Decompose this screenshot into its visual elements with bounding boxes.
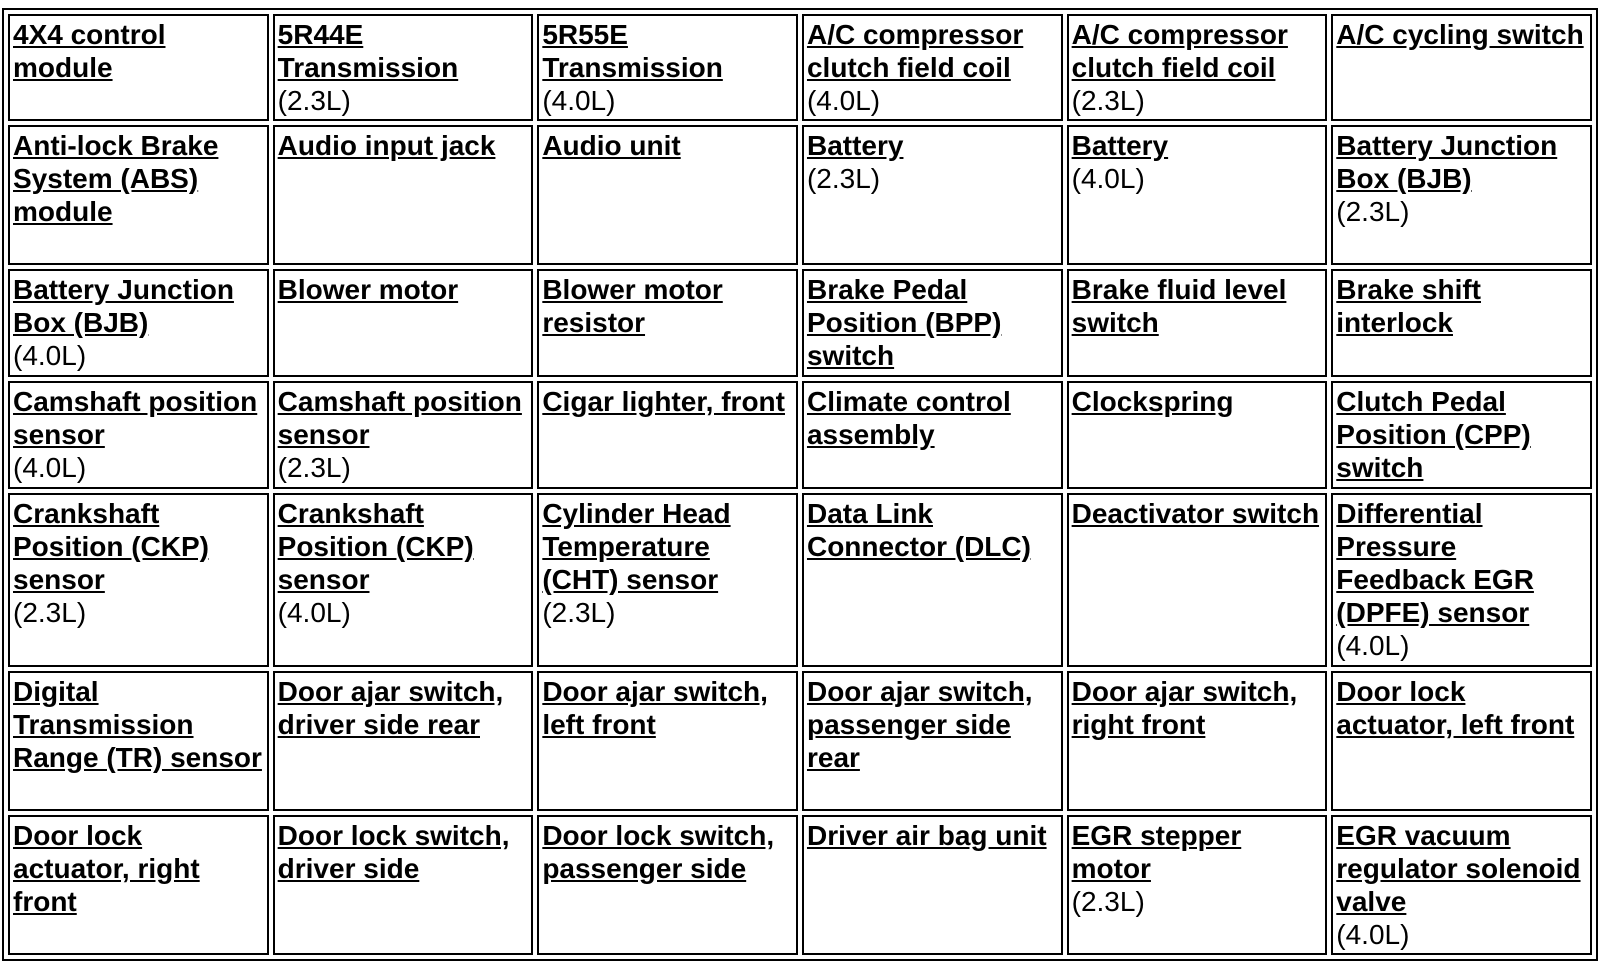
component-link[interactable]: Door lock actuator, right front <box>13 820 200 917</box>
table-cell <box>1331 14 1592 121</box>
component-link[interactable]: Differential Pressure Feedback EGR (DPFE) sensor <box>1336 498 1534 628</box>
table-cell <box>802 671 1063 811</box>
component-link[interactable]: 5R55E Transmission <box>542 19 723 83</box>
table-cell <box>802 381 1063 489</box>
component-link[interactable]: Clockspring <box>1071 386 1234 417</box>
component-index-body <box>8 14 1592 955</box>
table-cell <box>537 493 798 667</box>
component-link[interactable]: Cylinder Head Temperature (CHT) sensor <box>542 498 731 595</box>
table-cell <box>273 269 534 377</box>
component-link[interactable]: Blower motor <box>277 274 459 305</box>
engine-note: (2.3L) <box>1071 886 1145 917</box>
component-link[interactable]: Camshaft position sensor <box>13 386 258 450</box>
component-link[interactable]: A/C cycling switch <box>1336 19 1584 50</box>
component-link[interactable]: Digital Transmission Range (TR) sensor <box>13 676 262 773</box>
table-row <box>8 125 1592 265</box>
table-cell <box>537 815 798 955</box>
table-cell <box>1331 815 1592 955</box>
table-cell <box>802 493 1063 667</box>
table-cell <box>273 14 534 121</box>
component-link[interactable]: Battery <box>1071 130 1169 161</box>
component-link[interactable]: 5R44E Transmission <box>277 19 459 83</box>
table-cell <box>8 14 269 121</box>
component-link[interactable]: EGR vacuum regulator solenoid valve <box>1336 820 1581 917</box>
component-link[interactable]: A/C compressor clutch field coil <box>806 19 1024 83</box>
table-cell <box>1067 269 1328 377</box>
engine-note: (4.0L) <box>542 85 616 116</box>
table-cell <box>802 14 1063 121</box>
engine-note: (4.0L) <box>1336 919 1410 950</box>
table-cell <box>1331 125 1592 265</box>
component-link[interactable]: Driver air bag unit <box>806 820 1047 851</box>
engine-note: (2.3L) <box>13 597 87 628</box>
table-row <box>8 671 1592 811</box>
table-cell <box>1067 493 1328 667</box>
table-cell <box>1331 493 1592 667</box>
table-cell <box>537 269 798 377</box>
component-link[interactable]: Brake shift interlock <box>1336 274 1481 338</box>
table-cell <box>8 269 269 377</box>
component-link[interactable]: Door ajar switch, right front <box>1071 676 1298 740</box>
table-cell <box>8 381 269 489</box>
engine-note: (4.0L) <box>277 597 351 628</box>
component-link[interactable]: Data Link Connector (DLC) <box>806 498 1031 562</box>
component-link[interactable]: Battery Junction Box (BJB) <box>13 274 234 338</box>
table-row <box>8 269 1592 377</box>
component-link[interactable]: Clutch Pedal Position (CPP) switch <box>1336 386 1531 483</box>
component-link[interactable]: Audio input jack <box>277 130 496 161</box>
table-cell <box>802 125 1063 265</box>
table-cell <box>537 125 798 265</box>
component-link[interactable]: Battery <box>806 130 904 161</box>
component-link[interactable]: Door lock switch, passenger side <box>542 820 775 884</box>
table-row <box>8 493 1592 667</box>
table-cell <box>8 493 269 667</box>
component-link[interactable]: Climate control assembly <box>806 386 1011 450</box>
table-cell <box>1067 671 1328 811</box>
table-cell <box>537 671 798 811</box>
table-row <box>8 815 1592 955</box>
table-cell <box>273 125 534 265</box>
table-cell <box>1067 815 1328 955</box>
table-cell <box>1331 671 1592 811</box>
component-link[interactable]: Door ajar switch, passenger side rear <box>806 676 1033 773</box>
engine-note: (2.3L) <box>277 452 351 483</box>
component-link[interactable]: Cigar lighter, front <box>542 386 785 417</box>
engine-note: (2.3L) <box>1336 196 1410 227</box>
component-link[interactable]: Crankshaft Position (CKP) sensor <box>277 498 474 595</box>
engine-note: (2.3L) <box>806 163 881 194</box>
engine-note: (2.3L) <box>1071 85 1145 116</box>
table-cell <box>1067 125 1328 265</box>
table-cell <box>802 815 1063 955</box>
table-cell <box>273 493 534 667</box>
component-link[interactable]: Audio unit <box>542 130 681 161</box>
component-link[interactable]: Blower motor resistor <box>542 274 723 338</box>
table-cell <box>537 14 798 121</box>
table-cell <box>1067 14 1328 121</box>
engine-note: (2.3L) <box>542 597 616 628</box>
engine-note: (4.0L) <box>1336 630 1410 661</box>
component-link[interactable]: Camshaft position sensor <box>277 386 522 450</box>
component-link[interactable]: Brake Pedal Position (BPP) switch <box>806 274 1002 371</box>
table-cell <box>273 815 534 955</box>
component-link[interactable]: Door lock actuator, left front <box>1336 676 1575 740</box>
table-row <box>8 14 1592 121</box>
table-cell <box>8 671 269 811</box>
table-row <box>8 381 1592 489</box>
engine-note: (4.0L) <box>1071 163 1145 194</box>
component-link[interactable]: Anti-lock Brake System (ABS) module <box>13 130 219 227</box>
table-cell <box>273 381 534 489</box>
table-cell <box>1331 269 1592 377</box>
table-cell <box>1331 381 1592 489</box>
component-link[interactable]: Deactivator switch <box>1071 498 1320 529</box>
engine-note: (4.0L) <box>13 340 87 371</box>
component-link[interactable]: Crankshaft Position (CKP) sensor <box>13 498 209 595</box>
engine-note: (4.0L) <box>806 85 881 116</box>
component-link[interactable]: Brake fluid level switch <box>1071 274 1287 338</box>
component-link[interactable]: Battery Junction Box (BJB) <box>1336 130 1558 194</box>
engine-note: (2.3L) <box>277 85 351 116</box>
component-link[interactable]: Door ajar switch, left front <box>542 676 768 740</box>
component-link[interactable]: EGR stepper motor <box>1071 820 1242 884</box>
component-link[interactable]: 4X4 control module <box>13 19 166 83</box>
table-cell <box>537 381 798 489</box>
component-link[interactable]: Door lock switch, driver side <box>277 820 510 884</box>
table-cell <box>8 815 269 955</box>
table-cell <box>1067 381 1328 489</box>
table-cell <box>273 671 534 811</box>
table-cell <box>802 269 1063 377</box>
engine-note: (4.0L) <box>13 452 87 483</box>
component-index-table <box>2 8 1598 961</box>
table-cell <box>8 125 269 265</box>
component-link[interactable]: Door ajar switch, driver side rear <box>277 676 504 740</box>
component-link[interactable]: A/C compressor clutch field coil <box>1071 19 1288 83</box>
